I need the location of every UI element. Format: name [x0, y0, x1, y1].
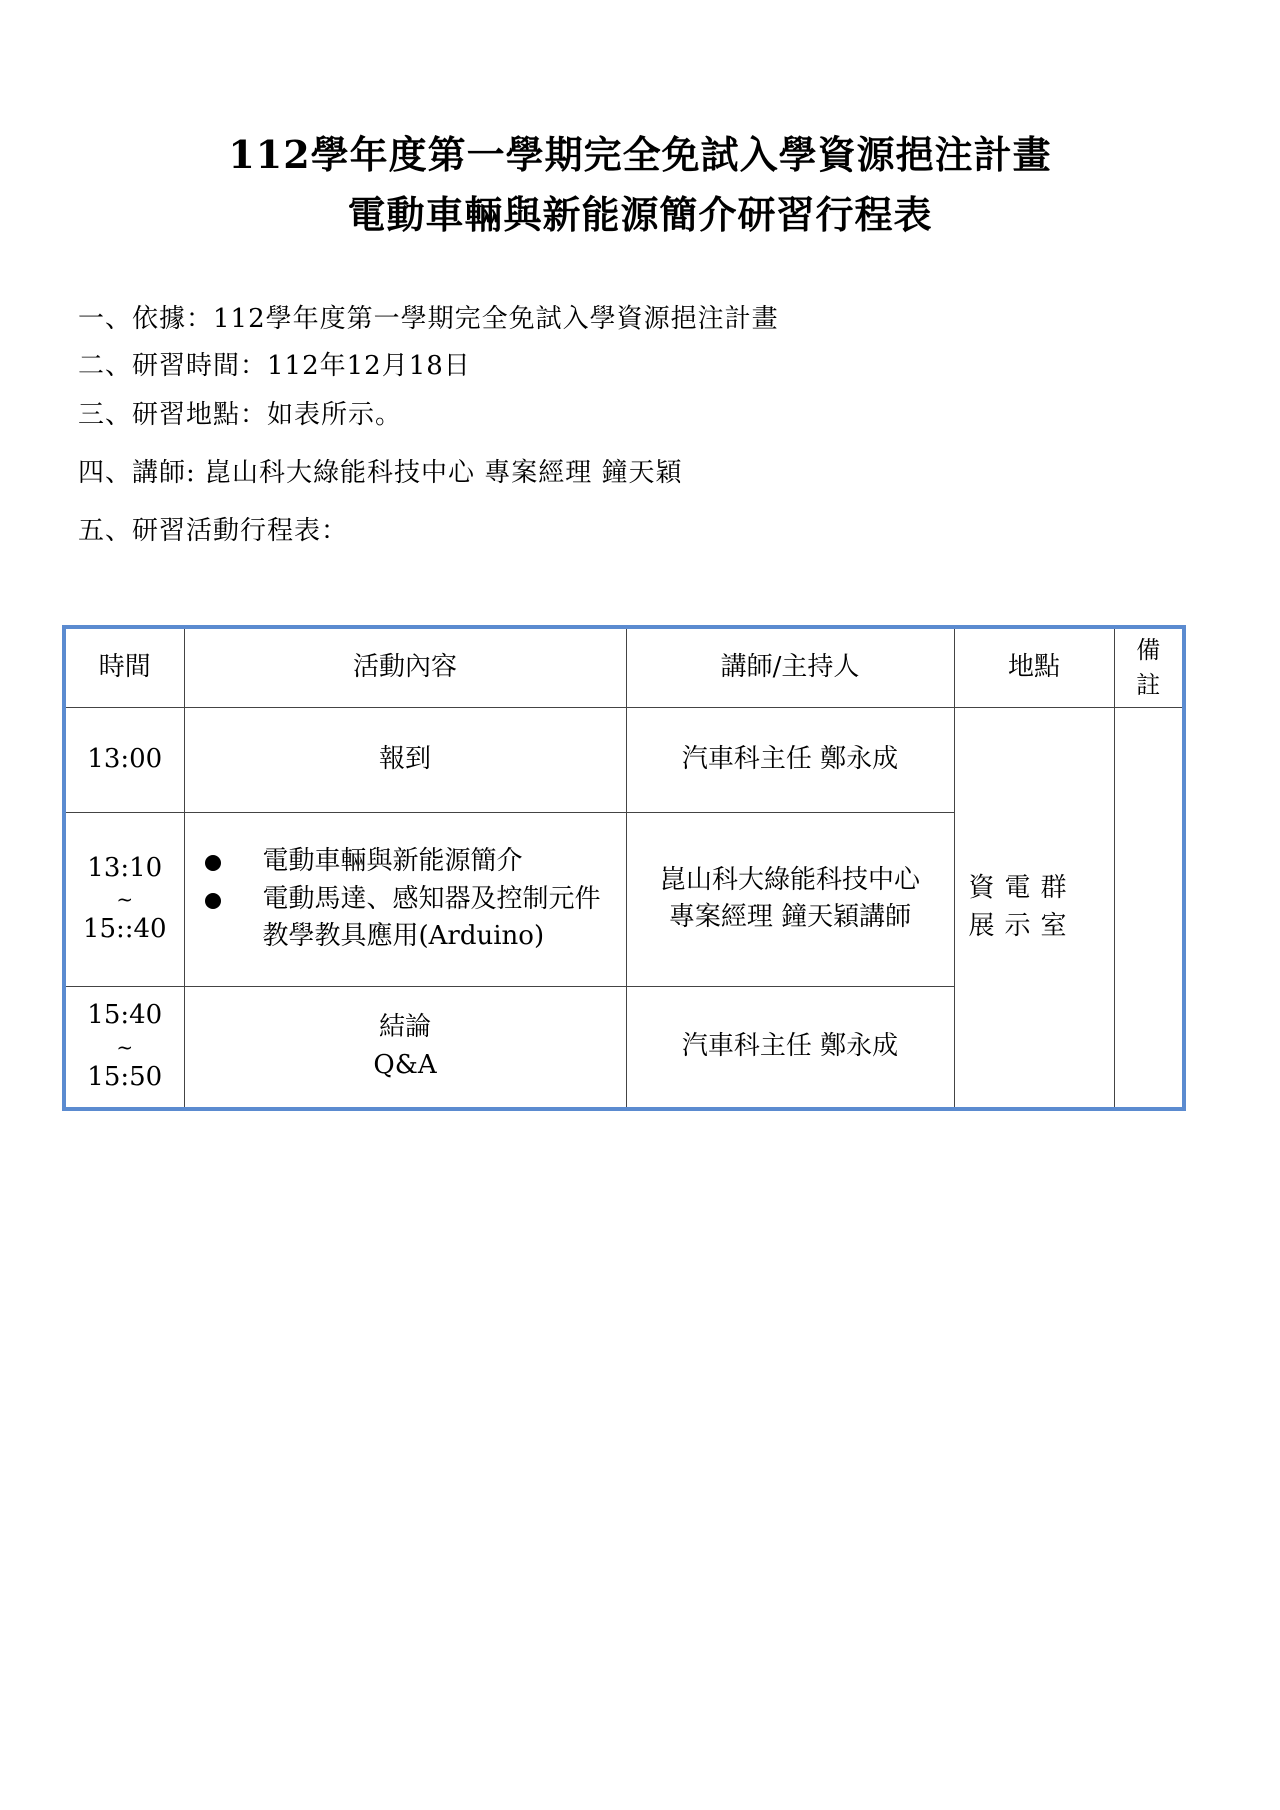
info-schedule-heading: 五、研習活動行程表： [78, 516, 349, 546]
time-cell [64, 813, 184, 986]
header-note-line2: 註 [1136, 671, 1161, 699]
header-location: 地點 [954, 627, 1114, 708]
activity-line1: 結論 [378, 1012, 431, 1043]
activity-item-text: 電動馬達、感知器及控制元件教學教具應用(Arduino) [262, 883, 601, 952]
header-note [1114, 627, 1184, 708]
time-end: 15:50 [87, 1061, 163, 1092]
activity-list [191, 843, 620, 956]
host-line2: 專案經理 鐘天穎講師 [668, 902, 912, 933]
info-place: 三、研習地點：如表所示。 [78, 400, 403, 430]
time-separator: ~ [116, 1034, 134, 1059]
header-time: 時間 [64, 627, 184, 708]
document-subtitle: 電動車輛與新能源簡介研習行程表 [347, 192, 933, 237]
host-line1: 崑山科大綠能科技中心 [659, 864, 920, 895]
table-header-row [64, 627, 1184, 708]
schedule-table [62, 625, 1186, 1111]
note-cell [1114, 708, 1184, 1110]
host-cell [626, 813, 954, 986]
info-lecturer: 四、講師: 崑山科大綠能科技中心 專案經理 鐘天穎 [78, 458, 683, 488]
list-item [205, 843, 614, 881]
time-start: 15:40 [87, 1000, 163, 1031]
info-basis: 一、依據：112學年度第一學期完全免試入學資源挹注計畫 [78, 304, 779, 334]
time-separator: ~ [116, 887, 134, 912]
list-item [205, 881, 614, 956]
header-host: 講師/主持人 [626, 627, 954, 708]
host-cell: 汽車科主任 鄭永成 [626, 708, 954, 813]
time-cell [64, 986, 184, 1109]
header-note-line1: 備 [1136, 636, 1161, 665]
header-activity: 活動內容 [184, 627, 626, 708]
host-cell: 汽車科主任 鄭永成 [626, 986, 954, 1109]
bullet-icon [205, 855, 221, 871]
activity-cell [184, 986, 626, 1109]
bullet-icon [205, 893, 221, 909]
activity-cell [184, 813, 626, 986]
time-cell: 13:00 [64, 708, 184, 813]
table-row [64, 708, 1184, 813]
activity-line2: Q&A [373, 1049, 437, 1080]
activity-cell: 報到 [184, 708, 626, 813]
activity-item-text: 電動車輛與新能源簡介 [262, 845, 523, 876]
time-end: 15::40 [82, 914, 167, 945]
info-date: 二、研習時間：112年12月18日 [78, 351, 471, 381]
location-cell: 資電群展示室 [954, 708, 1114, 1110]
time-start: 13:10 [87, 852, 163, 883]
document-title: 112學年度第一學期完全免試入學資源挹注計畫 [228, 132, 1052, 177]
